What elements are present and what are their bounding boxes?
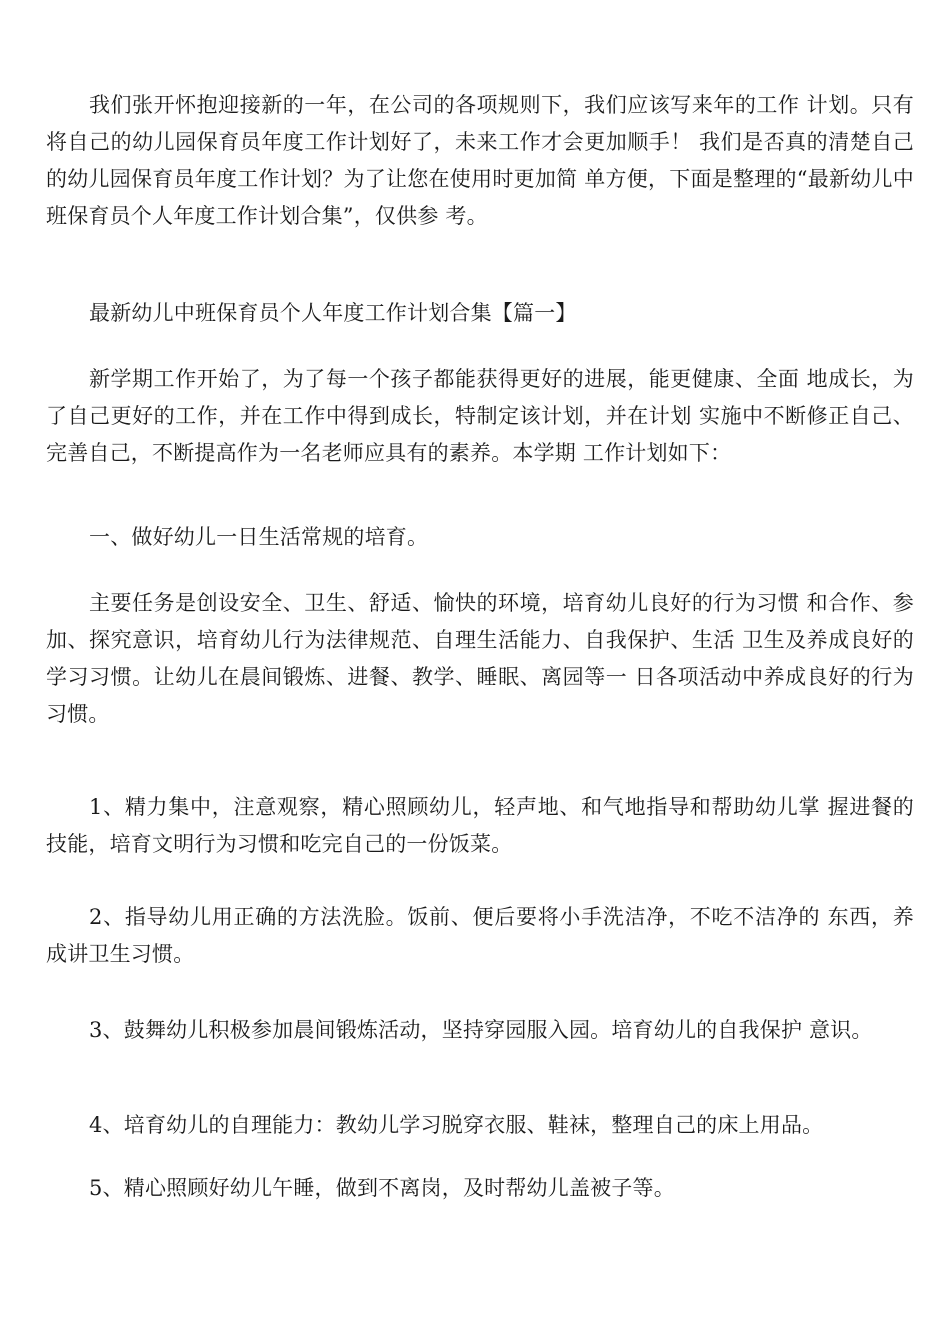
list-item: 2、指导幼儿用正确的方法洗脸。饭前、便后要将小手洗洁净，不吃不洁净的 东西，养成讲卫生习惯。 — [46, 905, 914, 966]
list-item: 5、精心照顾好幼儿午睡，做到不离岗，及时帮幼儿盖被子等。 — [89, 1176, 675, 1200]
body-paragraph: 主要任务是创设安全、卫生、舒适、愉快的环境，培育幼儿良好的行为习惯 和合作、参加、探究意识，培育幼儿行为法律规范、自理生活能力、自我保护、生活 卫生及养成良好的学习习惯。让幼儿在晨间锻炼、进餐、教学、睡眠、离园等一 日各项活动中养成良好的行为习惯。 — [46, 591, 914, 726]
list-item: 4、培育幼儿的自理能力：教幼儿学习脱穿衣服、鞋袜，整理自己的床上用品。 — [89, 1113, 824, 1137]
list-item: 1、精力集中，注意观察，精心照顾幼儿，轻声地、和气地指导和帮助幼儿掌 握进餐的技能，培育文明行为习惯和吃完自己的一份饭菜。 — [46, 795, 914, 856]
body-paragraph: 新学期工作开始了，为了每一个孩子都能获得更好的进展，能更健康、全面 地成长，为了自己更好的工作，并在工作中得到成长，特制定该计划，并在计划 实施中不断修正自己、完善自己，不断提高作为一名老师应具有的素养。本学期 工作计划如下： — [46, 367, 914, 465]
list-item: 3、鼓舞幼儿积极参加晨间锻炼活动，坚持穿园服入园。培育幼儿的自我保护 意识。 — [89, 1018, 873, 1042]
section-heading: 最新幼儿中班保育员个人年度工作计划合集【篇一】 — [89, 301, 577, 325]
intro-paragraph: 我们张开怀抱迎接新的一年，在公司的各项规则下，我们应该写来年的工作 计划。只有将自己的幼儿园保育员年度工作计划好了，未来工作才会更加顺手！ 我们是否真的清楚自己的幼儿园保育员年度工作计划？为了让您在使用时更加简 单方便，下面是整理的“最新幼儿中班保育员个人年度工作计划合集”，仅供参 考。 — [46, 93, 914, 228]
subsection-heading: 一、做好幼儿一日生活常规的培育。 — [89, 525, 429, 549]
